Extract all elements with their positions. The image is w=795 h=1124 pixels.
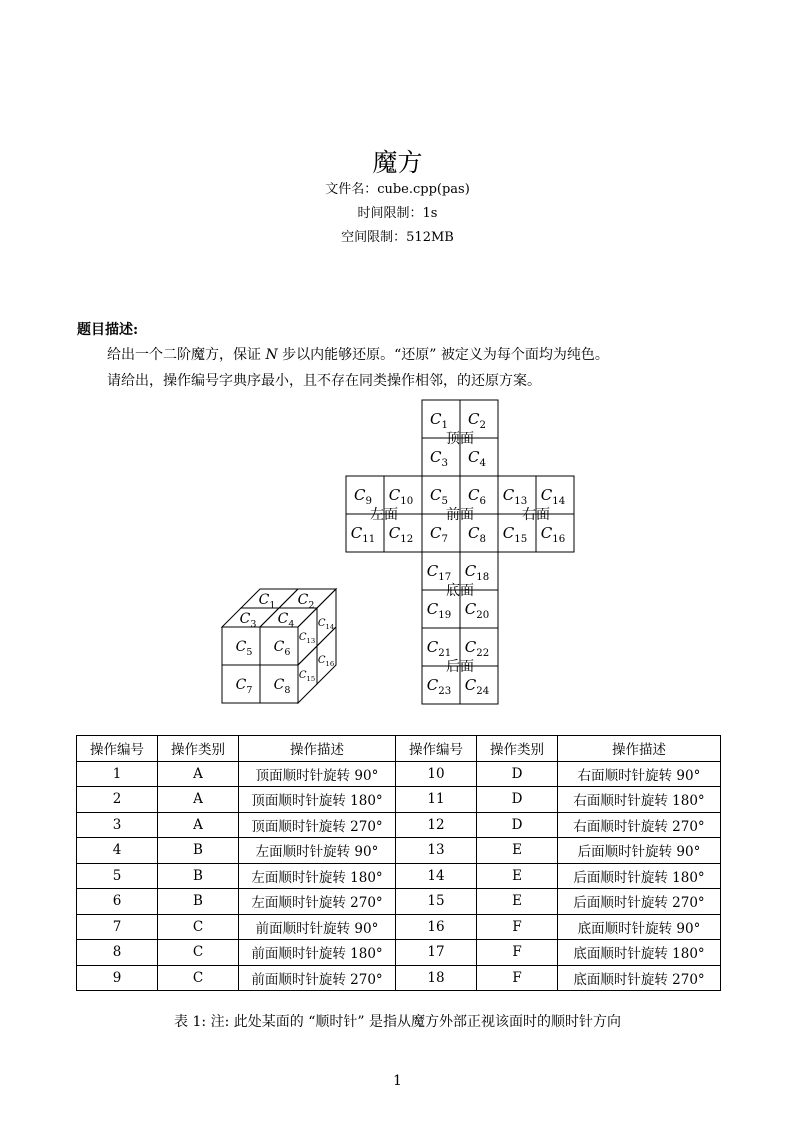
description-line-1-end: 步以内能够还原。“还原” 被定义为每个面均为纯色。 xyxy=(277,347,609,363)
net-cell xyxy=(422,400,460,438)
cube-top-label: $C_3$ xyxy=(239,611,257,630)
op-desc-cell: 顶面顺时针旋转 180° xyxy=(239,787,396,813)
op-desc-cell: 底面顺时针旋转 90° xyxy=(558,914,721,940)
net-cell-label: $C_{12}$ xyxy=(388,524,414,546)
description-line-1-start: 给出一个二阶魔方，保证 xyxy=(107,347,266,363)
op-desc-cell: 底面顺时针旋转 270° xyxy=(558,965,721,991)
op-id-cell: 16 xyxy=(396,914,477,940)
cube-side-label: $C_{16}$ xyxy=(317,655,335,668)
op-id-cell: 3 xyxy=(77,812,158,838)
cube-side-cell xyxy=(317,589,336,646)
op-id-cell: 13 xyxy=(396,838,477,864)
op-type-cell: B xyxy=(158,863,239,889)
header-op-type-2: 操作类别 xyxy=(477,736,558,762)
op-type-cell: C xyxy=(158,914,239,940)
net-cell xyxy=(346,476,384,514)
table-row xyxy=(77,787,721,813)
op-type-cell: B xyxy=(158,838,239,864)
op-desc-cell: 前面顺时针旋转 90° xyxy=(239,914,396,940)
file-name-line: 文件名：cube.cpp(pas) xyxy=(325,182,470,197)
table-row xyxy=(77,940,721,966)
net-cell xyxy=(498,514,536,552)
header-op-id-1: 操作编号 xyxy=(77,736,158,762)
net-cell-label: $C_{14}$ xyxy=(540,486,566,508)
op-desc-cell: 后面顺时针旋转 270° xyxy=(558,889,721,915)
net-cell-label: $C_{16}$ xyxy=(540,524,566,546)
cube-front-cell xyxy=(260,665,298,703)
op-id-cell: 8 xyxy=(77,940,158,966)
op-id-cell: 14 xyxy=(396,863,477,889)
net-cell xyxy=(460,552,498,590)
cube-3d-labels xyxy=(236,592,335,696)
cube-3d-view xyxy=(222,589,336,703)
cube-top-cell xyxy=(279,589,336,608)
op-desc-cell: 左面顺时针旋转 90° xyxy=(239,838,396,864)
net-cell xyxy=(422,476,460,514)
op-id-cell: 7 xyxy=(77,914,158,940)
net-cell xyxy=(422,666,460,704)
net-cell-label: $C_{20}$ xyxy=(464,600,490,622)
cube-top-cell xyxy=(241,589,298,608)
face-label-back: 后面 xyxy=(446,659,474,675)
cube-top-label: $C_4$ xyxy=(277,611,295,630)
op-id-cell: 10 xyxy=(396,761,477,787)
op-type-cell: C xyxy=(158,965,239,991)
net-cell xyxy=(536,514,574,552)
net-cell-label: $C_{18}$ xyxy=(464,562,490,584)
face-label-left: 左面 xyxy=(370,507,398,523)
net-cell-label: $C_{22}$ xyxy=(464,638,490,660)
memory-limit-line: 空间限制：512MB xyxy=(341,230,454,245)
net-cell xyxy=(460,590,498,628)
op-desc-cell: 右面顺时针旋转 90° xyxy=(558,761,721,787)
cube-front-label: $C_5$ xyxy=(235,639,253,658)
cube-front-label: $C_6$ xyxy=(273,639,291,658)
cube-side-cell xyxy=(298,608,317,665)
op-type-cell: A xyxy=(158,787,239,813)
net-cell-label: $C_{24}$ xyxy=(464,676,490,698)
op-desc-cell: 后面顺时针旋转 180° xyxy=(558,863,721,889)
op-type-cell: F xyxy=(477,965,558,991)
header-op-desc-1: 操作描述 xyxy=(239,736,396,762)
op-id-cell: 18 xyxy=(396,965,477,991)
net-cell-label: $C_7$ xyxy=(430,524,448,546)
op-id-cell: 4 xyxy=(77,838,158,864)
table-row xyxy=(77,965,721,991)
op-type-cell: F xyxy=(477,914,558,940)
face-label-top: 顶面 xyxy=(446,431,474,447)
page-title: 魔方 xyxy=(372,148,423,177)
table-row xyxy=(77,863,721,889)
net-cell-label: $C_6$ xyxy=(468,486,486,508)
cube-front-cell xyxy=(222,627,260,665)
time-limit-line: 时间限制：1s xyxy=(357,206,438,221)
op-type-cell: D xyxy=(477,812,558,838)
net-cell xyxy=(460,476,498,514)
op-desc-cell: 前面顺时针旋转 180° xyxy=(239,940,396,966)
op-id-cell: 2 xyxy=(77,787,158,813)
net-cell-label: $C_3$ xyxy=(430,448,448,470)
description-line-2: 请给出，操作编号字典序最小，且不存在同类操作相邻，的还原方案。 xyxy=(107,373,541,389)
op-type-cell: D xyxy=(477,761,558,787)
page-number: 1 xyxy=(393,1073,402,1089)
cube-front-cell xyxy=(260,627,298,665)
net-cell xyxy=(384,514,422,552)
op-id-cell: 11 xyxy=(396,787,477,813)
net-cell xyxy=(346,514,384,552)
face-label-bottom: 底面 xyxy=(446,583,474,599)
net-cell-label: $C_9$ xyxy=(354,486,372,508)
header-op-id-2: 操作编号 xyxy=(396,736,477,762)
net-cell xyxy=(460,514,498,552)
op-type-cell: D xyxy=(477,787,558,813)
op-type-cell: E xyxy=(477,889,558,915)
net-cell-label: $C_{11}$ xyxy=(350,524,376,546)
net-cell xyxy=(422,438,460,476)
net-cell xyxy=(422,590,460,628)
net-cell-label: $C_2$ xyxy=(468,410,486,432)
op-id-cell: 15 xyxy=(396,889,477,915)
op-type-cell: E xyxy=(477,838,558,864)
op-id-cell: 9 xyxy=(77,965,158,991)
op-id-cell: 5 xyxy=(77,863,158,889)
header-op-type-1: 操作类别 xyxy=(158,736,239,762)
net-cell xyxy=(422,628,460,666)
net-cell-label: $C_{17}$ xyxy=(426,562,452,584)
table-row xyxy=(77,838,721,864)
op-desc-cell: 右面顺时针旋转 270° xyxy=(558,812,721,838)
net-cell xyxy=(460,666,498,704)
cube-net xyxy=(346,400,574,704)
net-cell xyxy=(536,476,574,514)
op-type-cell: C xyxy=(158,940,239,966)
op-type-cell: A xyxy=(158,761,239,787)
op-desc-cell: 顶面顺时针旋转 90° xyxy=(239,761,396,787)
net-cell xyxy=(498,476,536,514)
op-type-cell: E xyxy=(477,863,558,889)
net-cell-label: $C_{10}$ xyxy=(388,486,414,508)
net-cell-label: $C_{23}$ xyxy=(426,676,452,698)
net-cell-label: $C_{13}$ xyxy=(502,486,528,508)
net-cell-label: $C_{19}$ xyxy=(426,600,452,622)
op-desc-cell: 左面顺时针旋转 180° xyxy=(239,863,396,889)
net-cell xyxy=(422,552,460,590)
op-desc-cell: 后面顺时针旋转 90° xyxy=(558,838,721,864)
cube-side-cell xyxy=(298,646,317,703)
net-cell xyxy=(460,438,498,476)
table-row xyxy=(77,812,721,838)
op-desc-cell: 左面顺时针旋转 270° xyxy=(239,889,396,915)
op-desc-cell: 顶面顺时针旋转 270° xyxy=(239,812,396,838)
op-id-cell: 1 xyxy=(77,761,158,787)
table-row xyxy=(77,914,721,940)
cube-top-label: $C_1$ xyxy=(258,592,276,611)
cube-side-label: $C_{13}$ xyxy=(298,632,316,645)
net-cell-label: $C_{15}$ xyxy=(502,524,528,546)
cube-front-label: $C_7$ xyxy=(235,677,253,696)
op-type-cell: B xyxy=(158,889,239,915)
net-cell xyxy=(384,476,422,514)
face-label-right: 右面 xyxy=(522,507,550,523)
net-cell xyxy=(460,628,498,666)
operations-table xyxy=(76,735,721,991)
cube-side-cell xyxy=(317,627,336,684)
net-cell xyxy=(460,400,498,438)
op-type-cell: F xyxy=(477,940,558,966)
net-cell xyxy=(422,514,460,552)
net-cell-label: $C_5$ xyxy=(430,486,448,508)
net-cell-label: $C_8$ xyxy=(468,524,486,546)
cube-side-label: $C_{14}$ xyxy=(317,618,335,631)
variable-n: N xyxy=(265,347,278,363)
description-line-1 xyxy=(107,344,609,364)
cube-front-label: $C_8$ xyxy=(273,677,291,696)
table-row xyxy=(77,761,721,787)
cube-top-label: $C_2$ xyxy=(297,592,315,611)
section-title: 题目描述: xyxy=(77,322,139,338)
table-header-row xyxy=(77,736,721,762)
table-caption: 表 1: 注: 此处某面的 “顺时针” 是指从魔方外部正视该面时的顺时针方向 xyxy=(174,1014,621,1030)
op-desc-cell: 前面顺时针旋转 270° xyxy=(239,965,396,991)
table-row xyxy=(77,889,721,915)
face-label-front: 前面 xyxy=(446,507,474,523)
cube-top-cell xyxy=(260,608,317,627)
net-cell-label: $C_{21}$ xyxy=(426,638,452,660)
op-id-cell: 12 xyxy=(396,812,477,838)
op-desc-cell: 右面顺时针旋转 180° xyxy=(558,787,721,813)
net-cell-label: $C_4$ xyxy=(468,448,486,470)
op-id-cell: 6 xyxy=(77,889,158,915)
cube-front-cell xyxy=(222,665,260,703)
cube-side-label: $C_{15}$ xyxy=(298,670,316,683)
header-op-desc-2: 操作描述 xyxy=(558,736,721,762)
cube-net-labels xyxy=(351,410,565,697)
net-cell-label: $C_1$ xyxy=(430,410,448,432)
op-desc-cell: 底面顺时针旋转 180° xyxy=(558,940,721,966)
cube-top-cell xyxy=(222,608,279,627)
op-id-cell: 17 xyxy=(396,940,477,966)
op-type-cell: A xyxy=(158,812,239,838)
